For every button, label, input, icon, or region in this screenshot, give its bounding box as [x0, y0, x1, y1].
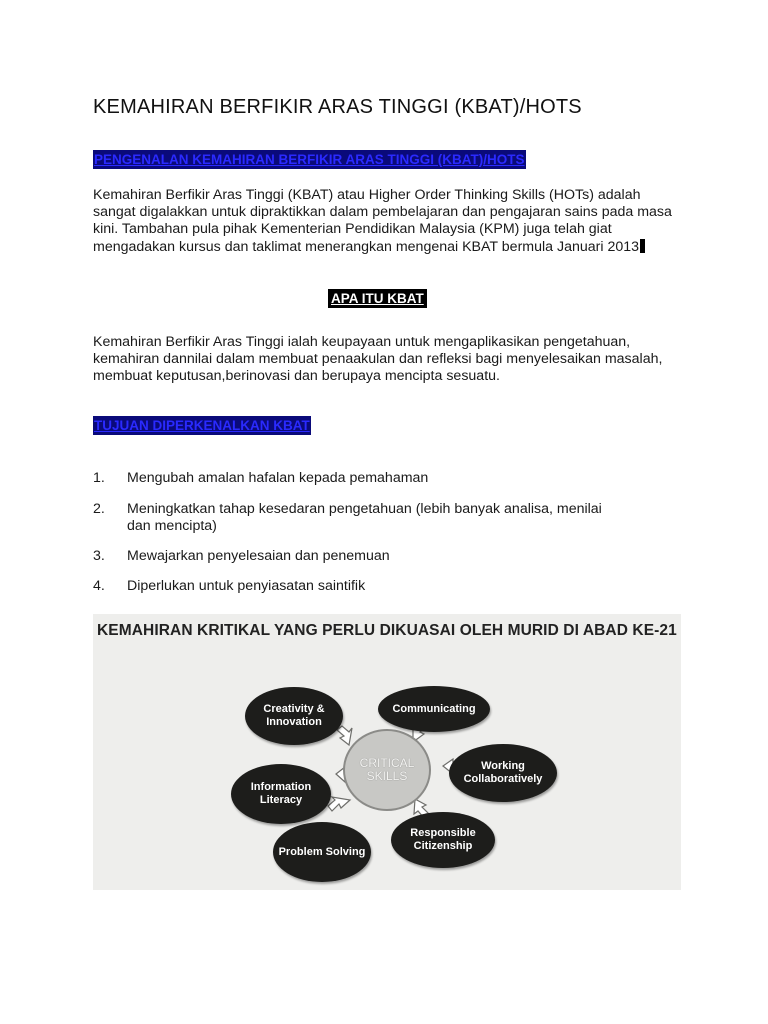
list-item-number: 1.: [93, 470, 105, 486]
section-heading-tujuan[interactable]: TUJUAN DIPERKENALKAN KBAT: [94, 418, 310, 433]
node-communicating: Communicating: [378, 686, 490, 732]
node-working-collaboratively: Working Collaboratively: [449, 744, 557, 802]
node-creativity-innovation: Creativity & Innovation: [245, 687, 343, 745]
list-item-text: Meningkatkan tahap kesedaran pengetahuan (lebih banyak analisa, menilai dan mencipta): [127, 501, 602, 535]
list-item-text: Mewajarkan penyelesaian dan penemuan: [127, 548, 390, 564]
node-responsible-citizenship: Responsible Citizenship: [391, 812, 495, 868]
section-heading-pengenalan[interactable]: PENGENALAN KEMAHIRAN BERFIKIR ARAS TINGGI (KBAT)/HOTS: [94, 152, 525, 167]
figure-title: KEMAHIRAN KRITIKAL YANG PERLU DIKUASAI OLEH MURID DI ABAD KE-21: [97, 622, 677, 639]
paragraph-pengenalan: [93, 187, 673, 256]
list-item-number: 2.: [93, 501, 105, 517]
document-title: KEMAHIRAN BERFIKIR ARAS TINGGI (KBAT)/HOTS: [93, 96, 582, 118]
list-item-text: Mengubah amalan hafalan kepada pemahaman: [127, 470, 429, 486]
node-information-literacy: Information Literacy: [231, 764, 331, 824]
section-heading-apa-itu[interactable]: APA ITU KBAT: [328, 289, 427, 308]
arrow-shape: [328, 797, 350, 811]
paragraph-apa-itu: Kemahiran Berfikir Aras Tinggi ialah keupayaan untuk mengaplikasikan pengetahuan, kemahiran dannilai dalam membuat penaakulan dan refleksi bagi menyelesaikan masalah, membuat keputusan,berinovasi dan berupaya mencipta sesuatu.: [93, 334, 663, 385]
critical-skills-figure: [93, 614, 681, 890]
node-problem-solving: Problem Solving: [273, 822, 371, 882]
paragraph-pengenalan-text: Kemahiran Berfikir Aras Tinggi (KBAT) atau Higher Order Thinking Skills (HOTs) adalah sangat digalakkan untuk dipraktikkan dalam pembelajaran dan pengajaran sains pada masa kini. Tambahan pula pihak Kementerian Pendidikan Malaysia (KPM) juga telah giat mengadakan kursus dan taklimat menerangkan mengenai KBAT bermula Januari 2013: [93, 187, 672, 255]
list-item-number: 4.: [93, 578, 105, 594]
list-item-number: 3.: [93, 548, 105, 564]
list-item-text: Diperlukan untuk penyiasatan saintifik: [127, 578, 366, 594]
text-cursor: [640, 239, 645, 253]
node-critical-skills: CRITICAL SKILLS: [343, 729, 431, 811]
